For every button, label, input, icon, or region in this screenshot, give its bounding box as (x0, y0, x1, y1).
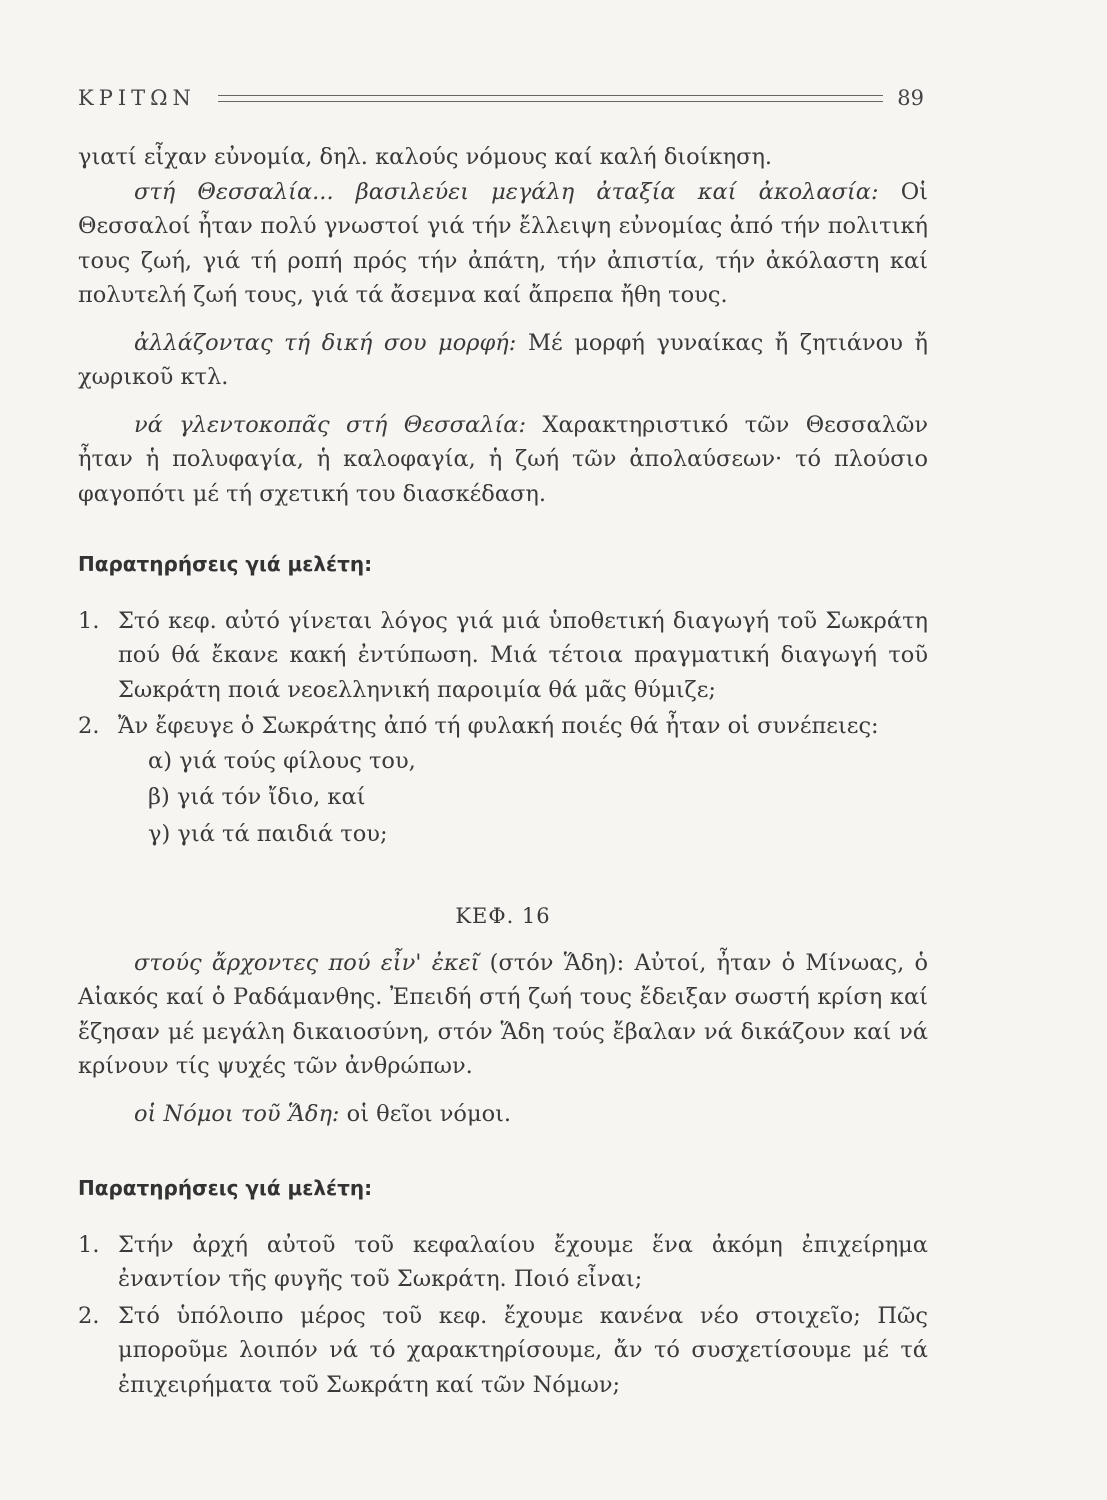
note-text: οἱ θεῖοι νόμοι. (339, 1100, 512, 1127)
question-text: Στήν ἀρχή αὐτοῦ τοῦ κεφαλαίου ἔχουμε ἕνα ἀκόμη ἐπιχείρημα ἐναντίον τῆς φυγῆς τοῦ Σωκράτη. Ποιό εἶναι; (118, 1231, 928, 1292)
question-number: 2. (78, 1302, 100, 1329)
sub-question: γ) γιά τά παιδιά του; (148, 820, 388, 847)
question-number: 1. (78, 1231, 100, 1258)
study-heading-1: Παρατηρήσεις γιά μελέτη: (78, 552, 373, 576)
study-questions-1 (78, 604, 928, 852)
paragraph-1: γιατί εἶχαν εὐνομία, δηλ. καλούς νόμους καί καλή διοίκηση. (78, 144, 773, 170)
note-term: οἱ Νόμοι τοῦ Ἅδη: (134, 1100, 340, 1127)
note-term: ἀλλάζοντας τή δική σου μορφή: (134, 329, 517, 356)
question-item (78, 1228, 928, 1297)
note-text: Χαρακτηριστικό τῶν Θεσσαλῶν ἦταν ἡ πολυφαγία, ἡ καλοφαγία, ἡ ζωή τῶν ἀπολαύσεων· τό πλούσιο φαγοπότι μέ τή σχετική του διασκέδαση. (78, 411, 928, 507)
page-number: 89 (897, 86, 924, 110)
note-laws-of-hades (78, 1097, 928, 1132)
note-text: Μέ μορφή γυναίκας ἤ ζητιάνου ἤ χωρικοῦ κτλ. (78, 329, 928, 390)
question-item (78, 709, 928, 851)
sub-questions (118, 744, 928, 852)
note-changing-form (78, 326, 928, 395)
question-number: 2. (78, 713, 100, 739)
question-text: Στό ὑπόλοιπο μέρος τοῦ κεφ. ἔχουμε κανένα νέο στοιχεῖο; Πῶς μποροῦμε λοιπόν νά τό χαρακτηρίσουμε, ἄν τό συσχετίσουμε μέ τά ἐπιχειρήματα τοῦ Σωκράτη καί τῶν Νόμων; (118, 1302, 928, 1398)
page-body (78, 140, 928, 1402)
note-text: (στόν Ἅδη): Αὐτοί, ἦταν ὁ Μίνωας, ὁ Αἰακός καί ὁ Ραδάμανθης. Ἐπειδή στή ζωή τους ἔδειξαν σωστή κρίση καί ἔζησαν μέ μεγάλη δικαιοσύνη, στόν Ἅδη τούς ἔβαλαν νά δικάζουν καί νά κρίνουν τίς ψυχές τῶν ἀνθρώπων. (78, 949, 928, 1079)
question-text: Στό κεφ. αὐτό γίνεται λόγος γιά μιά ὑποθετική διαγωγή τοῦ Σωκράτη πού θά ἔκανε κακή ἐντύπωση. Μιά τέτοια πραγματική διαγωγή τοῦ Σωκράτη ποιά νεοελληνική παροιμία θά μᾶς θύμιζε; (118, 607, 928, 703)
note-feasting (78, 408, 928, 512)
question-item (78, 604, 928, 708)
note-term: στούς ἄρχοντες πού εἶν' ἐκεῖ (134, 949, 480, 976)
study-questions-2 (78, 1228, 928, 1403)
note-thessaly-disorder (78, 175, 928, 313)
page-header (78, 82, 924, 114)
note-term: νά γλεντοκοπᾶς στή Θεσσαλία: (134, 411, 527, 438)
note-text: Οἱ Θεσσαλοί ἦταν πολύ γνωστοί γιά τήν ἔλλειψη εὐνομίας ἀπό τήν πολιτική τους ζωή, γιά τή ροπή πρός τήν ἀπάτη, τήν ἀπιστία, τήν ἀκόλαστη καί πολυτελή ζωή τους, γιά τά ἄσεμνα καί ἄπρεπα ἤθη τους. (78, 178, 929, 308)
note-term: στή Θεσσαλία... βασιλεύει μεγάλη ἀταξία καί ἀκολασία: (134, 178, 879, 205)
chapter-title: ΚΕΦ. 16 (455, 904, 551, 928)
study-heading-2: Παρατηρήσεις γιά μελέτη: (78, 1176, 373, 1200)
running-title: ΚΡΙΤΩΝ (78, 86, 196, 110)
question-item (78, 1299, 928, 1403)
sub-question: β) γιά τόν ἴδιο, καί (148, 784, 366, 810)
sub-question: α) γιά τούς φίλους του, (148, 747, 416, 774)
header-rule (218, 95, 883, 102)
question-text: Ἄν ἔφευγε ὁ Σωκράτης ἀπό τή φυλακή ποιές θά ἦταν οἱ συνέπειες: (118, 713, 879, 739)
question-number: 1. (78, 607, 100, 634)
note-rulers (78, 946, 928, 1084)
